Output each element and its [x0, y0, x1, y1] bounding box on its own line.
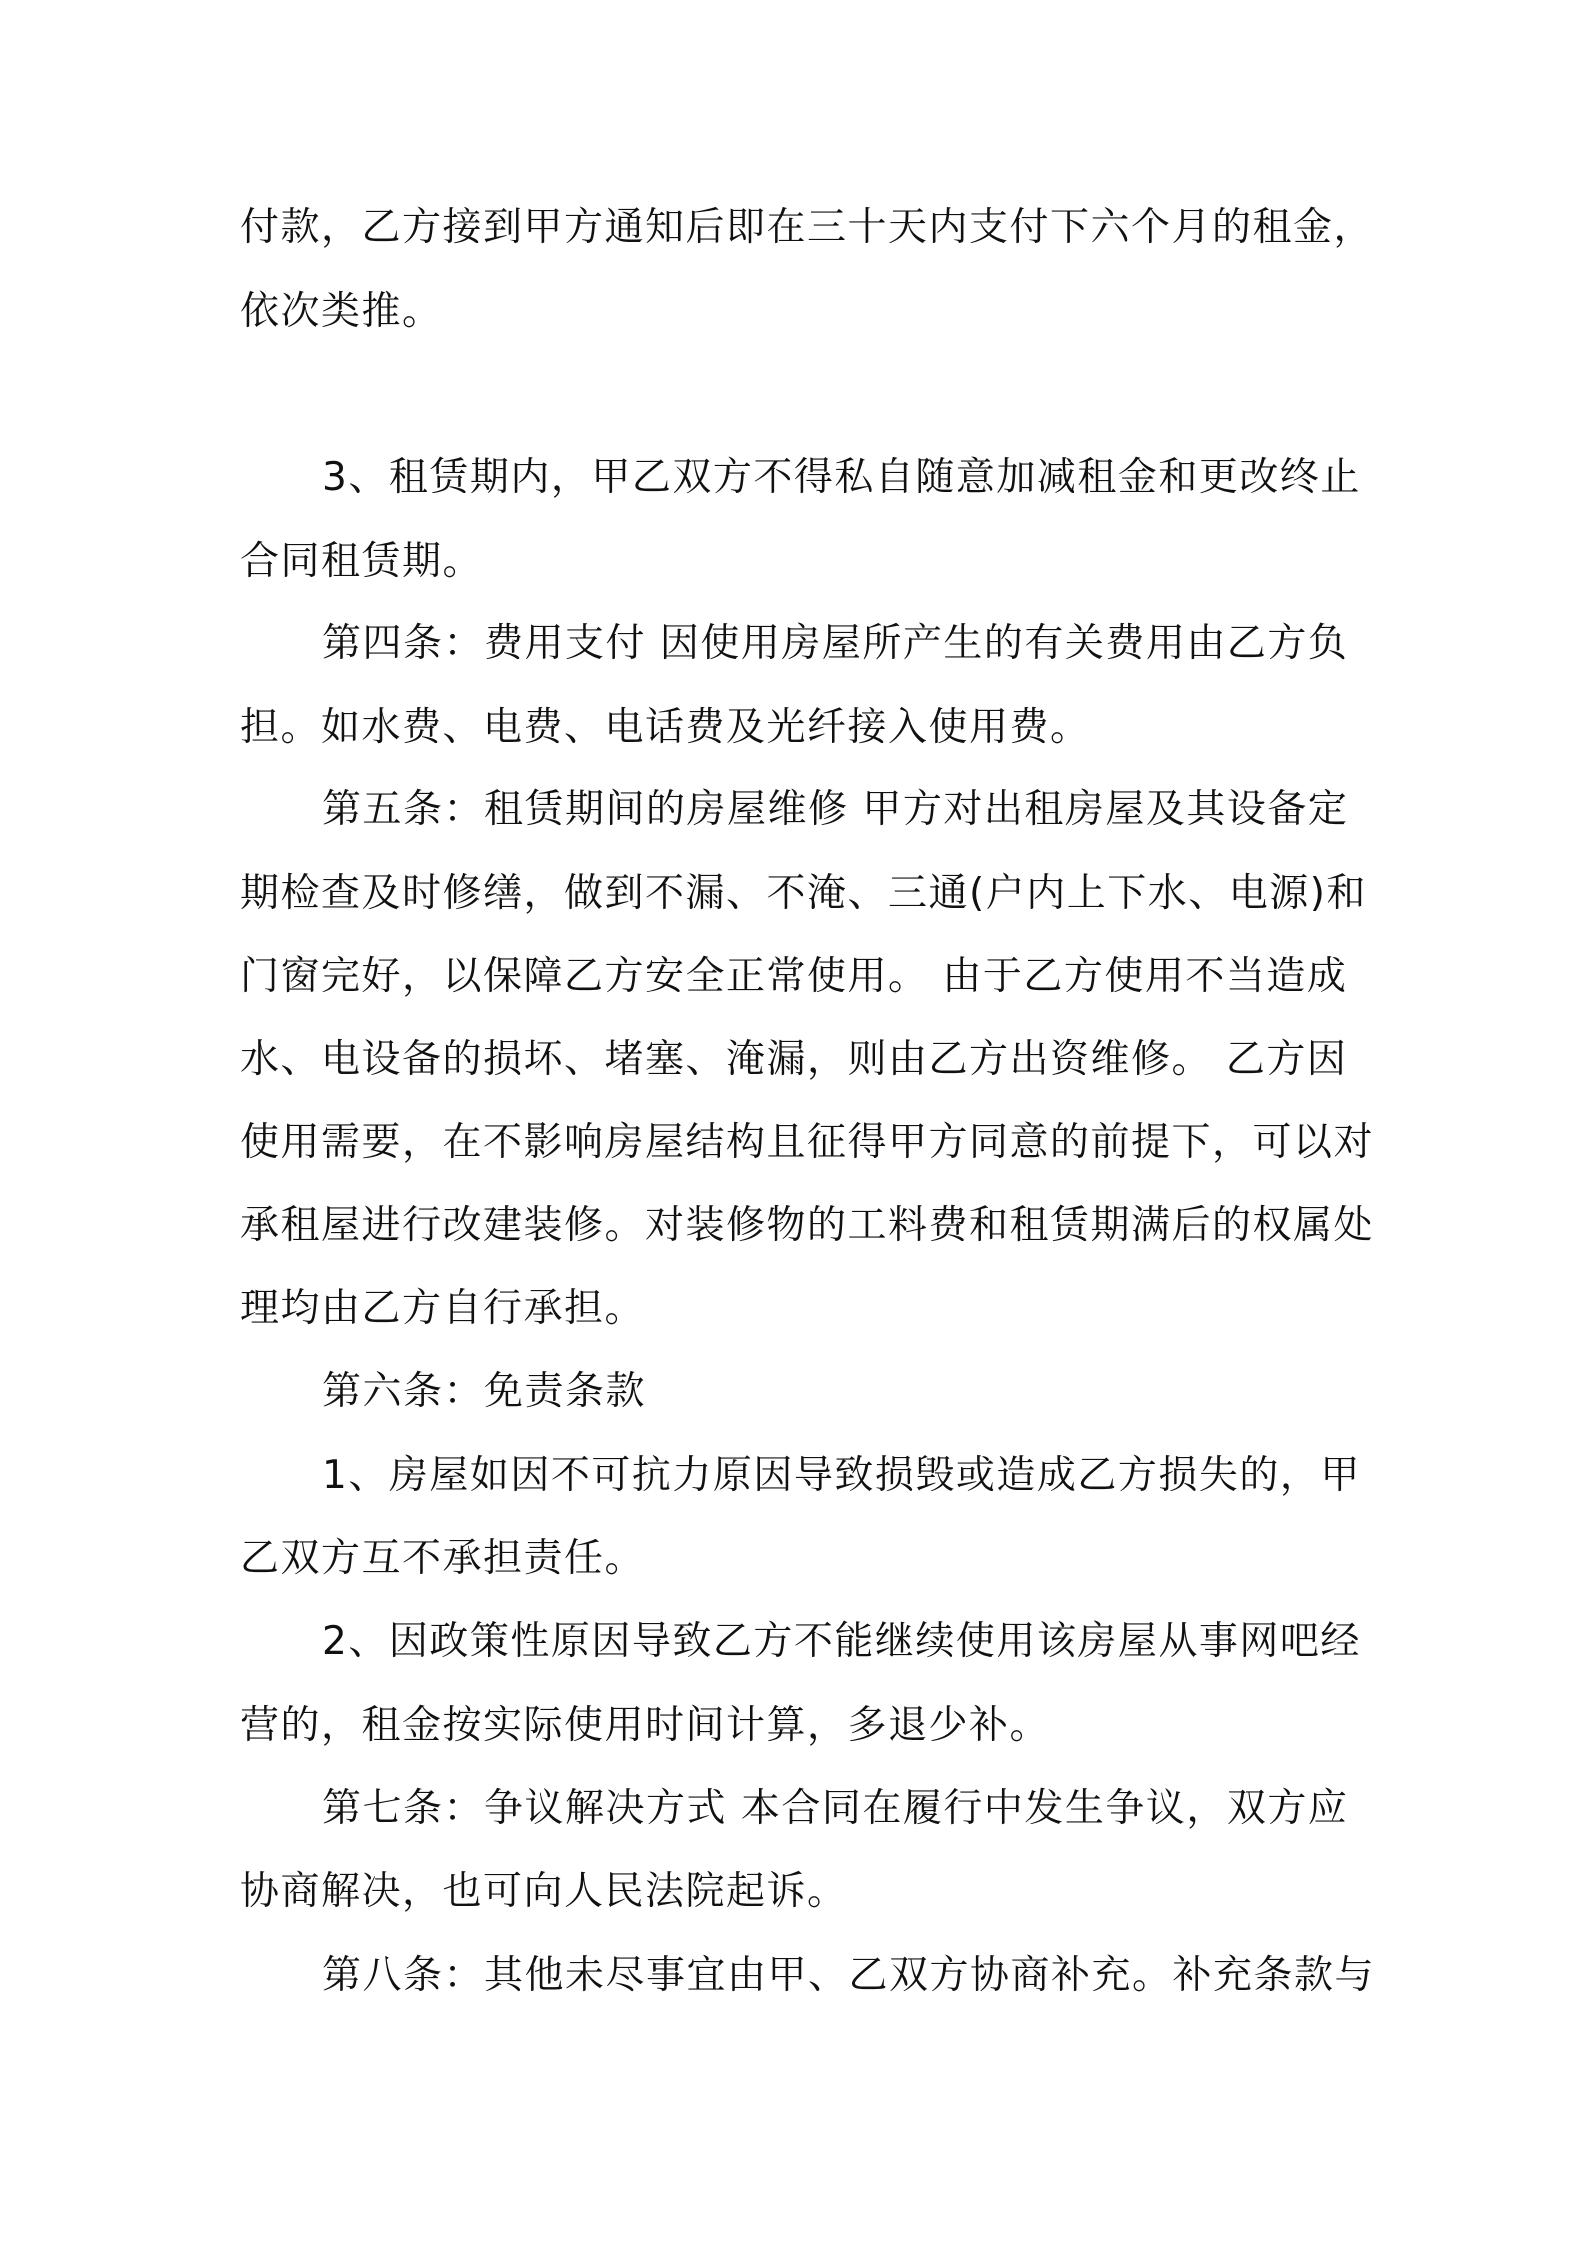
text-line: 依次类推。 — [240, 289, 443, 334]
text-line: 营的，租金按实际使用时间计算，多退少补。 — [240, 1703, 1051, 1748]
text-line: 门窗完好，以保障乙方安全正常使用。 由于乙方使用不当造成 — [240, 954, 1348, 999]
text-line: 付款，乙方接到甲方通知后即在三十天内支付下六个月的租金， — [240, 205, 1375, 250]
text-line: 第八条：其他未尽事宜由甲、乙双方协商补充。补充条款与 — [322, 1953, 1376, 1998]
text-line: 第六条：免责条款 — [322, 1369, 647, 1414]
text-line: 理均由乙方自行承担。 — [240, 1286, 646, 1331]
text-line: 3、租赁期内，甲乙双方不得私自随意加减租金和更改终止 — [322, 455, 1361, 500]
text-line: 担。如水费、电费、电话费及光纤接入使用费。 — [240, 705, 1091, 750]
text-line: 第四条：费用支付 因使用房屋所产生的有关费用由乙方负 — [322, 621, 1349, 666]
text-line: 乙双方互不承担责任。 — [240, 1536, 646, 1581]
text-line: 协商解决，也可向人民法院起诉。 — [240, 1869, 848, 1914]
text-line: 第五条：租赁期间的房屋维修 甲方对出租房屋及其设备定 — [322, 787, 1349, 832]
text-line: 1、房屋如因不可抗力原因导致损毁或造成乙方损失的，甲 — [322, 1453, 1361, 1498]
text-line: 水、电设备的损坏、堵塞、淹漏，则由乙方出资维修。 乙方因 — [240, 1037, 1348, 1082]
text-line: 承租屋进行改建装修。对装修物的工料费和租赁期满后的权属处 — [240, 1203, 1375, 1248]
text-line: 期检查及时修缮，做到不漏、不淹、三通(户内上下水、电源)和 — [240, 871, 1367, 916]
text-line: 使用需要，在不影响房屋结构且征得甲方同意的前提下，可以对 — [240, 1120, 1375, 1165]
text-line: 第七条：争议解决方式 本合同在履行中发生争议，双方应 — [322, 1786, 1349, 1831]
text-line: 2、因政策性原因导致乙方不能继续使用该房屋从事网吧经 — [322, 1619, 1361, 1664]
text-line: 合同租赁期。 — [240, 539, 484, 584]
